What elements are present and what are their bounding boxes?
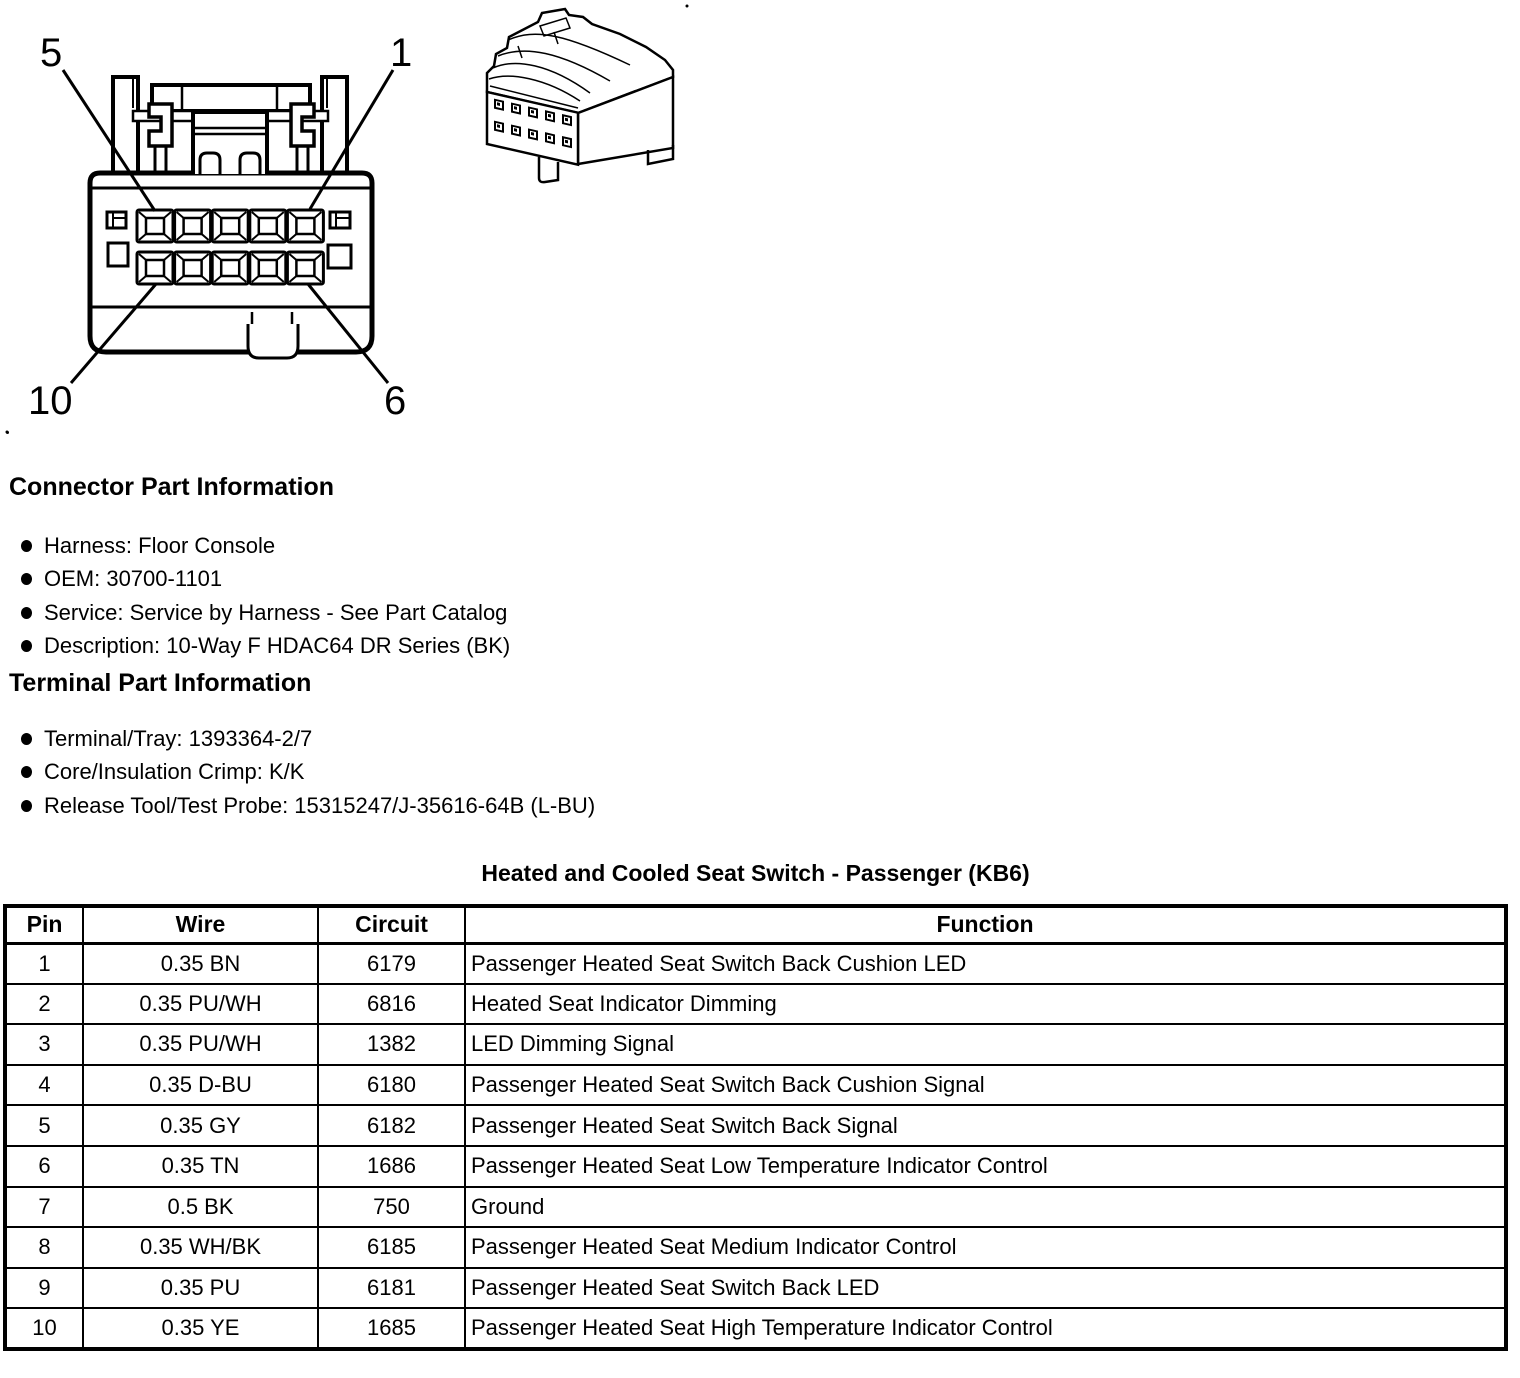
list-item-terminal-tray: Terminal/Tray: 1393364-2/7 <box>0 722 595 756</box>
function-cell: LED Dimming Signal <box>465 1024 1506 1065</box>
table-row <box>5 984 1506 1025</box>
pin-cell: 1 <box>5 943 83 984</box>
table-row <box>5 1268 1506 1309</box>
pin-cell: 9 <box>5 1268 83 1309</box>
table-row <box>5 1308 1506 1349</box>
circuit-cell: 6181 <box>318 1268 465 1309</box>
circuit-cell: 750 <box>318 1187 465 1228</box>
terminal-cavity-rows <box>137 210 323 284</box>
wire-cell: 0.35 GY <box>83 1105 318 1146</box>
pin-cell: 7 <box>5 1187 83 1228</box>
pin-label-1: 1 <box>390 31 413 75</box>
bullet-icon <box>21 800 32 812</box>
circuit-cell: 6179 <box>318 943 465 984</box>
connector-part-information-list <box>0 529 510 663</box>
function-cell: Passenger Heated Seat Switch Back Signal <box>465 1105 1506 1146</box>
connector-front-view <box>0 0 480 436</box>
pin-cell: 10 <box>5 1308 83 1349</box>
ink-speck <box>6 431 9 434</box>
circuit-cell: 1686 <box>318 1146 465 1187</box>
table-row <box>5 1024 1506 1065</box>
circuit-cell: 6816 <box>318 984 465 1025</box>
circuit-cell: 6182 <box>318 1105 465 1146</box>
pinout-table <box>3 904 1508 1351</box>
bullet-icon <box>21 733 32 745</box>
wire-cell: 0.35 TN <box>83 1146 318 1187</box>
list-item-core-insulation-crimp: Core/Insulation Crimp: K/K <box>0 756 595 790</box>
function-cell: Passenger Heated Seat Switch Back Cushion LED <box>465 943 1506 984</box>
wire-cell: 0.35 D-BU <box>83 1065 318 1106</box>
wire-cell: 0.35 PU <box>83 1268 318 1309</box>
circuit-cell: 1685 <box>318 1308 465 1349</box>
wire-cell: 0.35 BN <box>83 943 318 984</box>
wire-cell: 0.35 PU/WH <box>83 984 318 1025</box>
wire-cell: 0.35 YE <box>83 1308 318 1349</box>
bullet-icon <box>21 573 32 585</box>
column-header-circuit: Circuit <box>318 906 465 943</box>
bullet-icon <box>21 640 32 652</box>
table-row <box>5 1105 1506 1146</box>
bullet-icon <box>21 766 32 778</box>
list-item-description: Description: 10-Way F HDAC64 DR Series (BK) <box>0 630 510 664</box>
wire-cell: 0.5 BK <box>83 1187 318 1228</box>
circuit-cell: 6180 <box>318 1065 465 1106</box>
table-row <box>5 1146 1506 1187</box>
pin-label-10: 10 <box>28 379 73 423</box>
pinout-table-title: Heated and Cooled Seat Switch - Passenger (KB6) <box>481 860 1030 886</box>
circuit-cell: 6185 <box>318 1227 465 1268</box>
column-header-wire: Wire <box>83 906 318 943</box>
function-cell: Passenger Heated Seat High Temperature Indicator Control <box>465 1308 1506 1349</box>
pin-label-6: 6 <box>384 379 407 423</box>
column-header-pin: Pin <box>5 906 83 943</box>
wire-cell: 0.35 WH/BK <box>83 1227 318 1268</box>
function-cell: Passenger Heated Seat Switch Back LED <box>465 1268 1506 1309</box>
connector-isometric-view <box>460 0 700 200</box>
pin-cell: 8 <box>5 1227 83 1268</box>
table-row <box>5 1065 1506 1106</box>
pin-cell: 3 <box>5 1024 83 1065</box>
table-row <box>5 1187 1506 1228</box>
bullet-icon <box>21 540 32 552</box>
table-header-row <box>5 906 1506 943</box>
list-item-oem: OEM: 30700-1101 <box>0 563 510 597</box>
ink-speck <box>686 5 689 8</box>
connector-body-outline <box>90 173 372 358</box>
list-item-release-tool: Release Tool/Test Probe: 15315247/J-35616-64B (L-BU) <box>0 789 595 823</box>
column-header-function: Function <box>465 906 1506 943</box>
pin-cell: 6 <box>5 1146 83 1187</box>
function-cell: Ground <box>465 1187 1506 1228</box>
pin-cell: 4 <box>5 1065 83 1106</box>
function-cell: Passenger Heated Seat Medium Indicator Control <box>465 1227 1506 1268</box>
wire-cell: 0.35 PU/WH <box>83 1024 318 1065</box>
circuit-cell: 1382 <box>318 1024 465 1065</box>
function-cell: Passenger Heated Seat Switch Back Cushion Signal <box>465 1065 1506 1106</box>
terminal-part-information-heading: Terminal Part Information <box>9 669 312 697</box>
pin-label-5: 5 <box>40 31 63 75</box>
pin-cell: 2 <box>5 984 83 1025</box>
table-row <box>5 943 1506 984</box>
table-row <box>5 1227 1506 1268</box>
bullet-icon <box>21 607 32 619</box>
pin-cell: 5 <box>5 1105 83 1146</box>
connector-part-information-heading: Connector Part Information <box>9 473 335 501</box>
function-cell: Passenger Heated Seat Low Temperature Indicator Control <box>465 1146 1506 1187</box>
function-cell: Heated Seat Indicator Dimming <box>465 984 1506 1025</box>
connector-latch <box>113 77 347 174</box>
terminal-part-information-list <box>0 722 595 823</box>
list-item-harness: Harness: Floor Console <box>0 529 510 563</box>
list-item-service: Service: Service by Harness - See Part Catalog <box>0 596 510 630</box>
